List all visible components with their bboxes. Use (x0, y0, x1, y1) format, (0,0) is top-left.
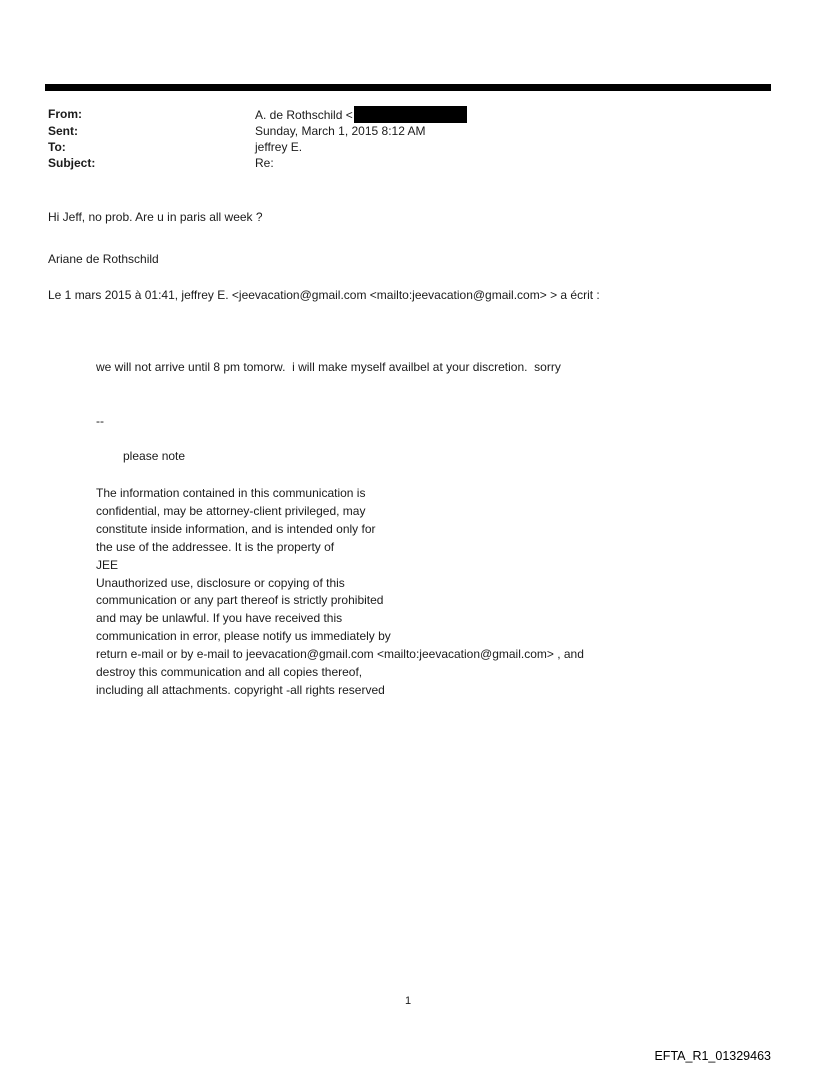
disclaimer-line: Unauthorized use, disclosure or copying of this (96, 575, 345, 590)
header-row-from (48, 106, 467, 123)
disclaimer-line: including all attachments. copyright -all rights reserved (96, 682, 385, 697)
header-row-to (48, 139, 467, 155)
from-value (255, 106, 467, 123)
page-number: 1 (404, 995, 412, 1007)
disclaimer-line: JEE (96, 557, 119, 572)
sent-label: Sent: (48, 124, 78, 138)
disclaimer-line: the use of the addressee. It is the property of (96, 539, 335, 554)
bates-number: EFTA_R1_01329463 (654, 1049, 771, 1063)
header-divider-rule (45, 84, 771, 91)
sent-value: Sunday, March 1, 2015 8:12 AM (255, 124, 426, 138)
quoted-message-body: we will not arrive until 8 pm tomorw. i will make myself availbel at your discretion. sorry (96, 360, 561, 374)
from-label: From: (48, 107, 82, 121)
disclaimer-line: destroy this communication and all copies thereof, (96, 665, 363, 680)
redaction-box (354, 106, 467, 123)
header-row-subject (48, 155, 467, 171)
message-signature: Ariane de Rothschild (48, 252, 159, 266)
legal-disclaimer (96, 485, 736, 700)
subject-value: Re: (255, 156, 274, 170)
to-value: jeffrey E. (255, 140, 303, 154)
email-header (48, 106, 467, 171)
from-value-text: A. de Rothschild < (255, 108, 353, 122)
message-greeting: Hi Jeff, no prob. Are u in paris all week ? (48, 210, 263, 224)
quoted-message-intro: Le 1 mars 2015 à 01:41, jeffrey E. <jeevacation@gmail.com <mailto:jeevacation@gmail.com> > a écrit : (48, 288, 600, 302)
subject-label: Subject: (48, 156, 96, 170)
disclaimer-line: constitute inside information, and is intended only for (96, 521, 376, 536)
disclaimer-line: confidential, may be attorney-client privileged, may (96, 503, 366, 518)
disclaimer-line: The information contained in this communication is (96, 486, 366, 500)
header-row-sent (48, 123, 467, 139)
disclaimer-line: return e-mail or by e-mail to jeevacation@gmail.com <mailto:jeevacation@gmail.com> , and (96, 647, 584, 662)
disclaimer-line: communication or any part thereof is strictly prohibited (96, 593, 384, 608)
to-label: To: (48, 140, 66, 154)
disclaimer-line: and may be unlawful. If you have received this (96, 611, 343, 626)
signature-separator: -- (96, 414, 104, 428)
disclaimer-line: communication in error, please notify us immediately by (96, 629, 391, 644)
disclaimer-heading: please note (123, 449, 186, 463)
